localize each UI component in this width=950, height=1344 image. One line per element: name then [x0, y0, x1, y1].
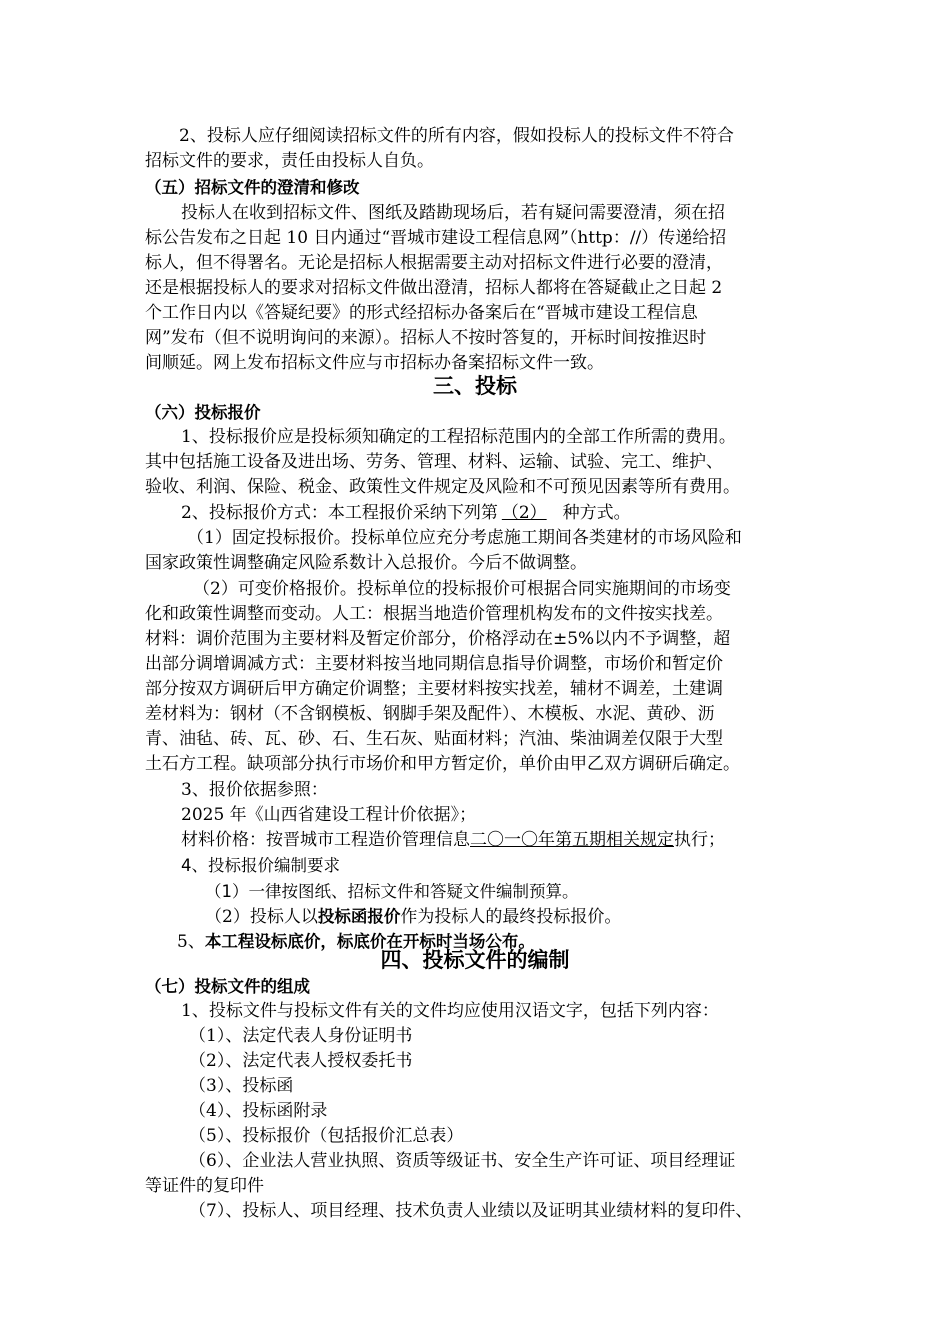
paragraph-line: （1）一律按图纸、招标文件和答疑文件编制预算。 — [205, 882, 579, 901]
text-span: （2）投标人以 — [205, 907, 318, 927]
paragraph-line: 其中包括施工设备及进出场、劳务、管理、材料、运输、试验、完工、维护、 — [145, 452, 723, 472]
underlined-reference: 二〇一〇年第五期相关规定 — [470, 830, 674, 850]
bold-term: 投标函报价 — [317, 907, 401, 926]
chapter-title-3: 三、投标 — [433, 374, 517, 398]
paragraph-line: （2）可变价格报价。投标单位的投标报价可根据合同实施期间的市场变 — [193, 579, 731, 599]
paragraph-line: 差材料为：钢材（不含钢模板、钢脚手架及配件）、木模板、水泥、黄砂、沥 — [145, 704, 715, 724]
list-item: （6）、企业法人营业执照、资质等级证书、安全生产许可证、项目经理证 — [189, 1151, 736, 1171]
paragraph-line: 验收、利润、保险、税金、政策性文件规定及风险和不可预见因素等所有费用。 — [145, 477, 740, 497]
paragraph-line: 国家政策性调整确定风险系数计入总报价。今后不做调整。 — [145, 553, 587, 573]
list-item-continuation: 等证件的复印件 — [145, 1176, 264, 1196]
paragraph-line: 还是根据投标人的要求对招标文件做出澄清，招标人都将在答疑截止之日起 2 — [145, 278, 723, 298]
list-item: （5）、投标报价（包括报价汇总表） — [189, 1126, 464, 1146]
section-heading-7: （七）投标文件的组成 — [145, 977, 310, 996]
pricing-choice: （2） — [501, 503, 547, 523]
paragraph-line: 出部分调增调减方式：主要材料按当地同期信息指导价调整，市场价和暂定价 — [145, 654, 723, 674]
paragraph-line: 化和政策性调整而变动。人工：根据当地造价管理机构发布的文件按实找差。 — [145, 604, 723, 624]
list-item: （4）、投标函附录 — [189, 1101, 328, 1121]
pricing-method-line — [145, 501, 841, 526]
material-price-line — [145, 828, 841, 853]
paragraph-line: 标公告发布之日起 10 日内通过“晋城市建设工程信息网”（http：//）传递给招 — [145, 228, 727, 248]
paragraph-line: （1）固定投标报价。投标单位应充分考虑施工期间各类建材的市场风险和 — [187, 528, 742, 548]
paragraph-line: 个工作日内以《答疑纪要》的形式经招标办备案后在“晋城市建设工程信息 — [145, 303, 698, 323]
paragraph-line: 材料：调价范围为主要材料及暂定价部分，价格浮动在±5%以内不予调整，超 — [145, 629, 731, 649]
list-item: （2）、法定代表人授权委托书 — [189, 1051, 413, 1071]
paragraph-line: 3、报价依据参照： — [181, 780, 328, 800]
paragraph-line: 部分按双方调研后甲方确定价调整；主要材料按实找差，辅材不调差，土建调 — [145, 679, 723, 699]
paragraph-line: 间顺延。网上发布招标文件应与市招标办备案招标文件一致。 — [145, 353, 604, 373]
paragraph-line: 2、投标人应仔细阅读招标文件的所有内容，假如投标人的投标文件不符合 — [179, 126, 734, 146]
text-span: 作为投标人的最终投标报价。 — [400, 907, 622, 927]
paragraph-line: 招标文件的要求，责任由投标人自负。 — [145, 151, 434, 171]
paragraph-line: 标人，但不得署名。无论是招标人根据需要主动对招标文件进行必要的澄清， — [145, 253, 723, 273]
paragraph-line: 网”发布（但不说明询问的来源）。招标人不按时答复的，开标时间按推迟时 — [145, 328, 707, 348]
section-heading-5: （五）招标文件的澄清和修改 — [145, 178, 360, 197]
chapter-title-4: 四、投标文件的编制 — [380, 948, 570, 972]
paragraph-line: 土石方工程。缺项部分执行市场价和甲方暂定价，单价由甲乙双方调研后确定。 — [145, 754, 740, 774]
paragraph-line: 2025 年《山西省建设工程计价依据》； — [181, 805, 477, 825]
text-span: 材料价格：按晋城市工程造价管理信息 — [181, 830, 470, 850]
bid-price-line — [145, 904, 845, 929]
list-item: （7）、投标人、项目经理、技术负责人业绩以及证明其业绩材料的复印件、 — [189, 1201, 753, 1221]
list-item: （1）、法定代表人身份证明书 — [189, 1026, 413, 1046]
text-span: 种方式。 — [562, 503, 631, 523]
text-span: 执行； — [674, 830, 725, 850]
section-heading-6: （六）投标报价 — [145, 403, 261, 422]
paragraph-line: 投标人在收到招标文件、图纸及踏勘现场后，若有疑问需要澄清，须在招 — [181, 203, 725, 223]
paragraph-line: 4、投标报价编制要求 — [181, 856, 340, 875]
paragraph-line: 1、投标文件与投标文件有关的文件均应使用汉语文字，包括下列内容： — [181, 1001, 719, 1021]
text-span: 2、投标报价方式：本工程报价采纳下列第 — [181, 503, 498, 523]
bold-statement: 本工程设标底价，标底价在开标时当场公布。 — [204, 932, 535, 951]
list-item: （3）、投标函 — [189, 1076, 294, 1096]
paragraph-line: 青、油毡、砖、瓦、砂、石、生石灰、贴面材料；汽油、柴油调差仅限于大型 — [145, 729, 723, 749]
text-span: 5、 — [177, 932, 205, 952]
paragraph-line: 1、投标报价应是投标须知确定的工程招标范围内的全部工作所需的费用。 — [181, 427, 736, 447]
